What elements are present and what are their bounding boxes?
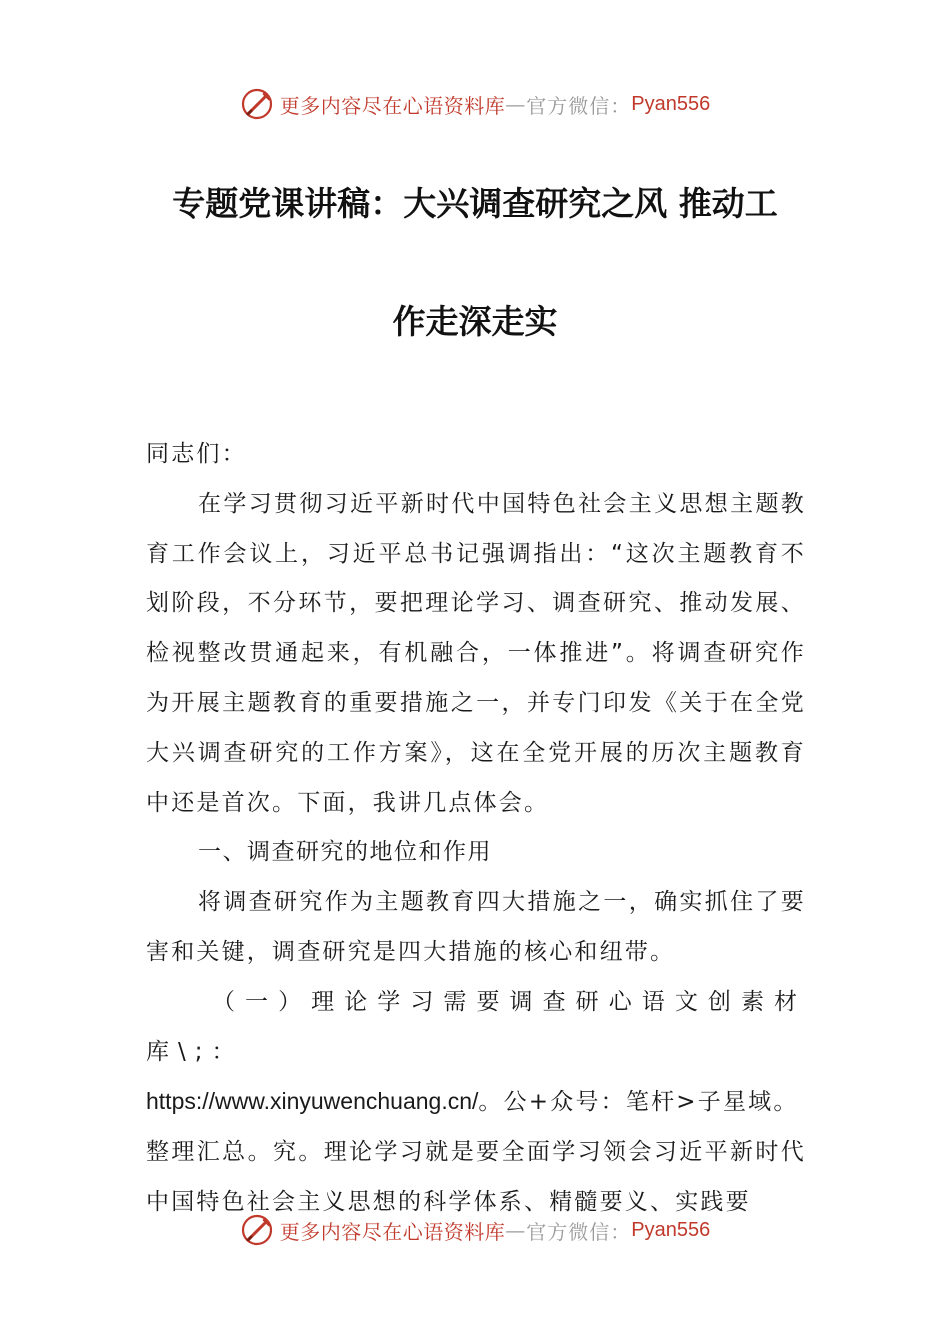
watermark-wechat-id: Pyan556 — [631, 92, 711, 115]
watermark-banner-top — [0, 82, 950, 126]
source-url: https://www.xinyuwenchuang.cn/ — [146, 1088, 479, 1115]
subsection-url-line — [146, 1077, 806, 1128]
subsection-heading-1: （一）理论学习需要调查研心语文创素材库\;： — [146, 988, 806, 1065]
salutation: 同志们： — [146, 441, 247, 467]
pen-logo-icon — [240, 86, 276, 122]
watermark-dash: — — [505, 1218, 527, 1242]
paragraph-section1: 将调查研究作为主题教育四大措施之一，确实抓住了要害和关键，调查研究是四大措施的核心和纽带。 — [146, 889, 806, 965]
watermark-brand-text: 更多内容尽在心语资料库 — [279, 1219, 506, 1244]
document-body — [146, 430, 806, 1228]
paragraph-theory: 整理汇总。究。理论学习就是要全面学习领会习近平新时代中国特色社会主义思想的科学体系、精髓要义、实践要 — [146, 1139, 806, 1215]
section-heading-1: 一、调查研究的地位和作用 — [198, 839, 492, 866]
source-note: 。公+众号：笔杆>子星域。 — [478, 1089, 799, 1116]
watermark-banner-bottom — [0, 1208, 950, 1252]
paragraph-intro: 在学习贯彻习近平新时代中国特色社会主义思想主题教育工作会议上，习近平总书记强调指出：“这次主题教育不划阶段，不分环节，要把理论学习、调查研究、推动发展、检视整改贯通起来，有机融合，一体推进”。将调查研究作为开展主题教育的重要措施之一，并专门印发《关于在全党大兴调查研究的工作方案》，这在全党开展的历次主题教育中还是首次。下面，我讲几点体会。 — [146, 490, 806, 816]
watermark-dash: — — [505, 92, 527, 116]
watermark-wechat-label: 官方微信： — [526, 93, 632, 118]
pen-logo-icon — [240, 1212, 276, 1248]
watermark-wechat-id: Pyan556 — [631, 1218, 711, 1241]
watermark-brand-text: 更多内容尽在心语资料库 — [279, 93, 506, 118]
document-title-line2: 作走深走实 — [392, 302, 558, 341]
watermark-wechat-label: 官方微信： — [526, 1219, 632, 1244]
document-title-line1: 专题党课讲稿：大兴调查研究之风 推动工 — [172, 184, 778, 223]
